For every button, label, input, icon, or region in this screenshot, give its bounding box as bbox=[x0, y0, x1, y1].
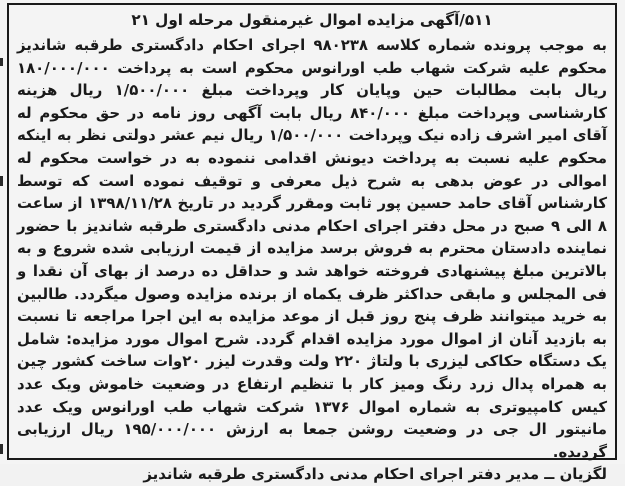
notice-signature: لگزیان ــ مدیر دفتر اجرای احکام مدنی دادگستری طرقبه شاندیز bbox=[143, 465, 607, 484]
notice-frame bbox=[7, 3, 617, 484]
scan-edge-mark bbox=[0, 176, 3, 186]
scan-edge-mark bbox=[0, 444, 3, 454]
scan-edge-mark bbox=[0, 58, 3, 66]
notice-title: ۵۱۱/آگهی مزایده اموال غیرمنقول مرحله اول ۲۱ bbox=[131, 11, 493, 29]
notice-body: به موجب پرونده شماره کلاسه ۹۸۰۲۳۸ اجرای احکام دادگستری طرقبه شاندیز محکوم علیه شرکت شهاب طب اورانوس محکوم است به پرداخت ۱۸۰/۰۰۰/۰۰۰ ریال بابت مطالبات حین وپایان کار وپرداخت مبلغ ۱/۵۰۰/۰۰۰ ریال هزینه کارشناسی وپرداخت مبلغ ۸۴۰/۰۰۰ ریال بابت آگهی روز نامه در حق محکوم له آقای امیر اشرف زاده نیک وپرداخت ۱/۵۰۰/۰۰۰ ریال نیم عشر دولتی نظر به اینکه محکوم علیه نسبت به پرداخت دیونش اقدامی ننموده به در خواست محکوم له اموالی در عوض بدهی به شرح ذیل معرفی و توقیف نموده است که توسط کارشناس آقای حامد حسین پور ثابت ومقرر گردید در تاریخ ۱۳۹۸/۱۱/۲۸ از ساعت ۸ الی ۹ صبح در محل دفتر اجرای احکام مدنی دادگستری طرقبه شاندیز با حضور نماینده دادستان محترم به فروش برسد مزایده از قیمت ارزیابی شده شروع و به بالاترین مبلغ پیشنهادی فروخته خواهد شد و حداقل ده درصد از بهای آن نقدا و فی المجلس و مابقی حداکثر ظرف یکماه از برنده مزایده وصول میگردد. طالبین به خرید میتوانند ظرف پنج روز قبل از موعد مزایده به این اجرا مراجعه تا نسبت به بازدید آنان از اموال مورد مزایده اقدام گردد. شرح اموال مورد مزایده: شامل یک دستگاه حکاکی لیزری با ولتاژ ۲۲۰ ولت وقدرت لیزر ۲۰وات ساخت کشور چین به همراه پدال زرد رنگ ومیز کار با تنظیم ارتفاع در وضعیت خاموش ویک عدد کیس کامپیوتری به شماره اموال ۱۳۷۶ شرکت شهاب طب اورانوس ویک عدد مانیتور ال جی در وضعیت روشن جمعا به ارزش ۱۹۵/۰۰۰/۰۰۰ ریال ارزیابی گردیده. bbox=[17, 36, 608, 461]
